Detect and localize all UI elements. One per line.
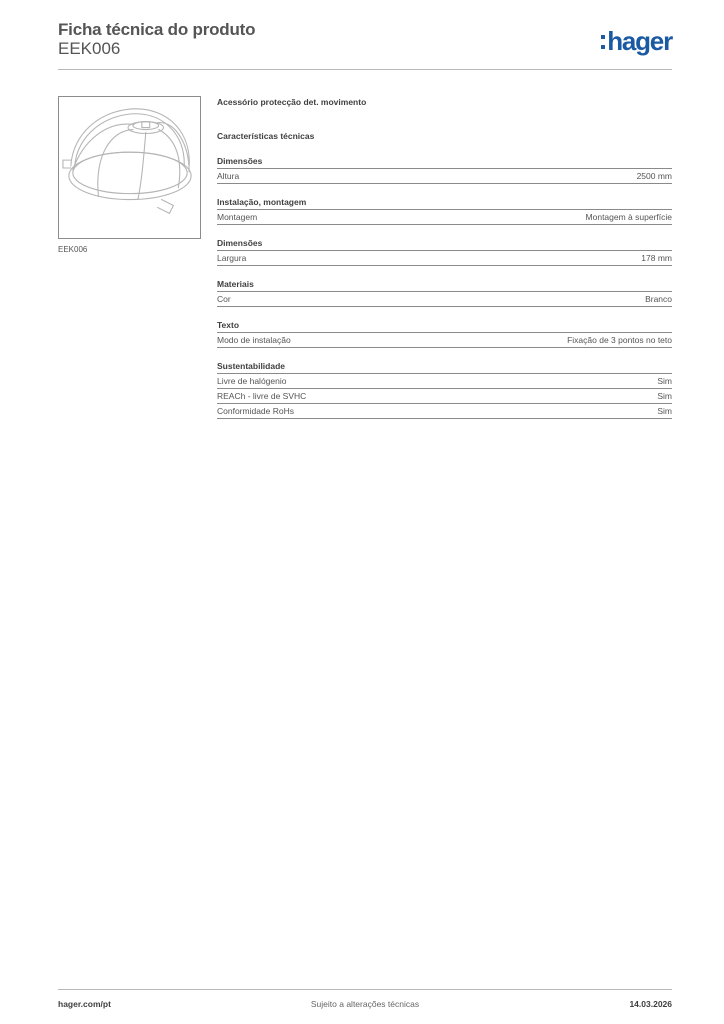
spec-value: Sim [657,376,672,386]
product-description: Acessório protecção det. movimento [217,97,367,107]
spec-label: Montagem [217,212,258,222]
group-title: Materiais [217,279,672,292]
spec-value: 2500 mm [636,171,672,181]
product-code: EEK006 [58,39,121,58]
group-title: Sustentabilidade [217,361,672,374]
spec-value: Sim [657,406,672,416]
spec-label: REACh - livre de SVHC [217,391,307,401]
spec-label: Modo de instalação [217,335,291,345]
spec-content [217,97,672,419]
spec-row [217,292,672,307]
spec-row [217,333,672,348]
spec-row [217,210,672,225]
product-image [58,96,201,239]
spec-row [217,169,672,184]
section-heading: Características técnicas [217,131,315,141]
spec-label: Livre de halógenio [217,376,287,386]
wire-cage-guard-icon [59,97,200,238]
spec-value: Sim [657,391,672,401]
page-footer [58,989,672,1009]
hager-logo [601,28,672,54]
spec-group-materiais [217,279,672,307]
spec-label: Altura [217,171,240,181]
spec-value: Montagem à superfície [585,212,672,222]
logo-text: hager [607,26,672,56]
spec-row [217,251,672,266]
document-title: Ficha técnica do produto [58,20,256,39]
spec-row [217,389,672,404]
spec-row [217,404,672,419]
page-header [58,20,672,70]
image-caption: EEK006 [58,245,88,254]
spec-group-instalacao [217,197,672,225]
footer-notice: Sujeito a alterações técnicas [310,999,420,1009]
spec-label: Conformidade RoHs [217,406,295,416]
footer-website-link[interactable]: hager.com/pt [58,999,111,1009]
spec-group-dimensoes [217,156,672,184]
spec-row [217,374,672,389]
group-title: Dimensões [217,238,672,251]
spec-value: 178 mm [641,253,672,263]
logo-dots-icon [601,35,605,49]
spec-group-dimensoes-2 [217,238,672,266]
spec-group-sustentabilidade [217,361,672,419]
spec-value: Fixação de 3 pontos no teto [567,335,672,345]
spec-label: Cor [217,294,231,304]
spec-group-texto [217,320,672,348]
footer-date: 14.03.2026 [629,999,672,1009]
group-title: Texto [217,320,672,333]
group-title: Dimensões [217,156,672,169]
group-title: Instalação, montagem [217,197,672,210]
spec-value: Branco [645,294,672,304]
spec-label: Largura [217,253,247,263]
